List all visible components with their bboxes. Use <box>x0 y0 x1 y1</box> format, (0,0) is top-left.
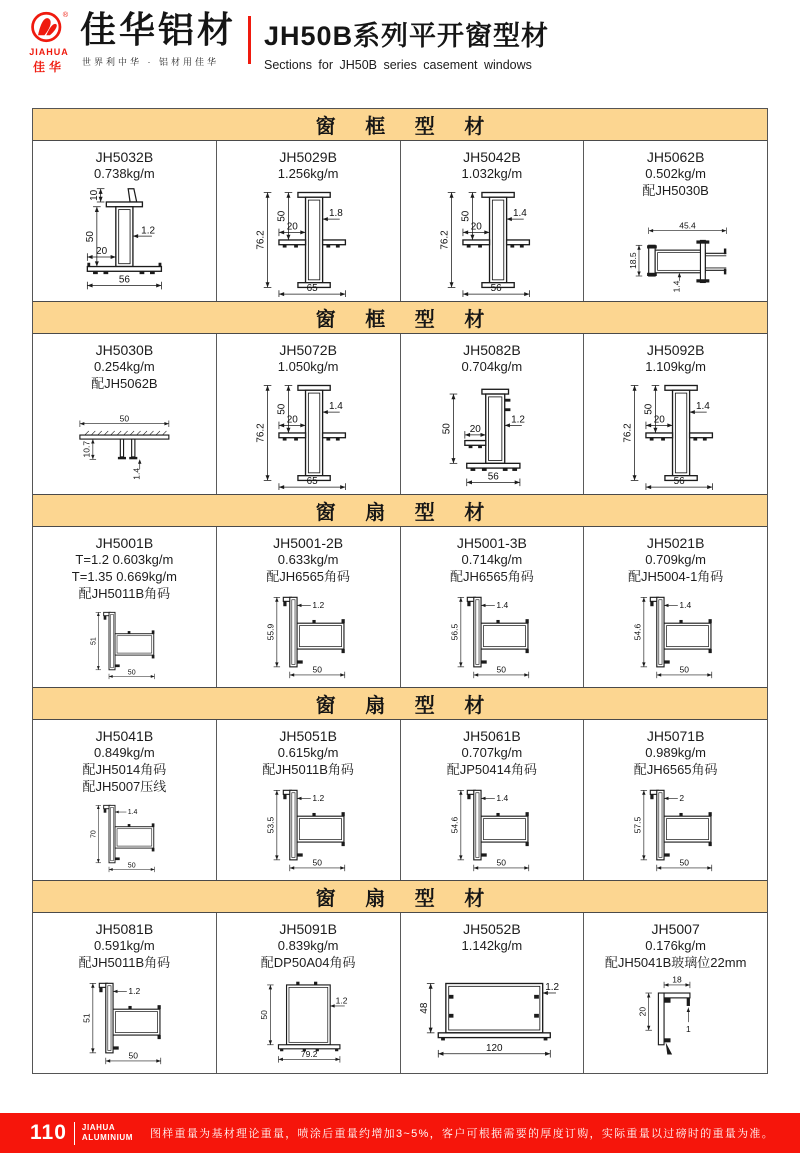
profile-spec: 0.849kg/m <box>94 745 155 761</box>
svg-text:120: 120 <box>485 1042 503 1054</box>
page-footer <box>0 1113 800 1153</box>
svg-text:50: 50 <box>276 403 288 415</box>
logo-brand-en: JIAHUA <box>29 47 69 57</box>
page-header <box>24 8 549 75</box>
profile-spec: 0.714kg/m <box>461 552 523 568</box>
svg-text:56.5: 56.5 <box>449 623 460 641</box>
svg-text:10.7: 10.7 <box>81 440 92 458</box>
svg-text:54.6: 54.6 <box>449 816 460 834</box>
section-row <box>33 141 767 301</box>
profile-spec: 配JH6565角码 <box>449 569 534 585</box>
svg-text:1.2: 1.2 <box>141 225 156 237</box>
section-title: 窗 扇 型 材 <box>33 494 767 527</box>
section-row <box>33 913 767 1073</box>
profile-spec: 1.050kg/m <box>277 359 339 375</box>
profile-code: JH5081B <box>95 921 154 937</box>
profile-cell <box>584 913 767 1073</box>
section-title: 窗 扇 型 材 <box>33 880 767 913</box>
svg-text:50: 50 <box>312 664 322 675</box>
profile-cell <box>401 141 585 301</box>
svg-text:1.4: 1.4 <box>512 208 527 220</box>
section-row <box>33 334 767 494</box>
svg-text:20: 20 <box>286 221 298 233</box>
profile-code: JH5062B <box>646 149 705 165</box>
profile-code: JH5082B <box>463 342 521 358</box>
profile-code: JH5041B <box>95 728 154 744</box>
profile-spec: 配JH5041B玻璃位22mm <box>604 955 747 971</box>
profile-cell <box>33 720 217 880</box>
profile-cell <box>401 527 585 687</box>
profile-spec: 配JH5062B <box>91 376 158 392</box>
section-row <box>33 527 767 687</box>
profile-drawing <box>220 972 397 1069</box>
page-title: JH50B系列平开窗型材 <box>264 21 550 51</box>
profile-code: JH5021B <box>646 535 705 551</box>
svg-text:76.2: 76.2 <box>623 423 635 443</box>
svg-text:50: 50 <box>496 857 506 868</box>
svg-text:18: 18 <box>672 974 682 985</box>
profile-code: JH5051B <box>279 728 337 744</box>
profile-spec: 配JH6565角码 <box>633 762 718 778</box>
profile-drawing <box>220 183 397 297</box>
brand-block <box>80 8 236 68</box>
svg-text:65: 65 <box>306 283 318 295</box>
profile-code: JH5029B <box>279 149 337 165</box>
svg-text:50: 50 <box>679 857 690 868</box>
svg-text:20: 20 <box>469 424 481 436</box>
profile-drawing <box>220 779 397 876</box>
profile-spec: 1.109kg/m <box>645 359 706 375</box>
svg-text:51: 51 <box>81 1013 92 1023</box>
profile-cell <box>217 913 401 1073</box>
profile-drawing <box>36 796 213 876</box>
svg-text:50: 50 <box>276 210 288 222</box>
svg-text:50: 50 <box>643 403 655 415</box>
svg-text:79.2: 79.2 <box>300 1048 318 1059</box>
svg-text:54.6: 54.6 <box>632 623 643 641</box>
section-title: 窗 扇 型 材 <box>33 687 767 720</box>
svg-text:50: 50 <box>441 423 453 435</box>
profile-cell <box>33 913 217 1073</box>
svg-text:1: 1 <box>686 1023 691 1034</box>
svg-text:56: 56 <box>490 283 502 295</box>
profile-drawing <box>587 586 764 683</box>
svg-text:20: 20 <box>470 221 482 233</box>
profile-spec: 0.502kg/m <box>645 166 706 182</box>
brand-slogan: 世界利中华 · 铝材用佳华 <box>82 57 219 68</box>
logo-brand-cn: 佳华 <box>32 60 65 74</box>
brand-name: 佳华铝材 <box>80 9 237 50</box>
header-red-divider <box>248 16 251 64</box>
profile-cell <box>217 141 401 301</box>
profile-spec: 0.615kg/m <box>277 745 339 761</box>
profile-drawing <box>404 586 581 683</box>
profile-code: JH5001-2B <box>273 535 344 551</box>
profile-code: JH5091B <box>279 921 337 937</box>
profile-spec: 0.176kg/m <box>645 938 706 954</box>
profile-spec: 0.633kg/m <box>277 552 339 568</box>
profile-drawing <box>404 376 581 490</box>
svg-text:50: 50 <box>127 862 136 870</box>
svg-text:18.5: 18.5 <box>628 252 639 269</box>
profile-table <box>32 108 768 1074</box>
footer-note: 图样重量为基材理论重量，喷涂后重量约增加3~5%，客户可根据需要的厚度订购，实际重量以过磅时的重量为准。 <box>149 1128 774 1140</box>
profile-cell <box>401 720 585 880</box>
svg-text:56: 56 <box>118 274 130 286</box>
profile-code: JH5030B <box>95 342 154 358</box>
svg-text:1.4: 1.4 <box>328 401 343 413</box>
svg-text:50: 50 <box>312 857 322 868</box>
profile-spec: 0.989kg/m <box>645 745 706 761</box>
svg-text:57.5: 57.5 <box>632 816 643 834</box>
profile-code: JH5032B <box>95 149 154 165</box>
profile-spec: 配JH5011B角码 <box>262 762 354 778</box>
profile-spec: 1.256kg/m <box>277 166 339 182</box>
svg-text:1.4: 1.4 <box>131 467 142 480</box>
page-subtitle: Sections for JH50B series casement windows <box>264 58 532 72</box>
profile-drawing <box>404 183 581 297</box>
profile-cell <box>584 334 767 494</box>
profile-cell <box>584 527 767 687</box>
profile-cell <box>217 720 401 880</box>
profile-spec: 配JP50414角码 <box>446 762 538 778</box>
profile-spec: 0.254kg/m <box>94 359 155 375</box>
svg-text:50: 50 <box>128 1050 138 1061</box>
profile-spec: 0.707kg/m <box>461 745 523 761</box>
svg-text:50: 50 <box>119 413 130 424</box>
svg-text:1.2: 1.2 <box>312 599 324 610</box>
svg-text:20: 20 <box>653 414 666 426</box>
profile-code: JH5001-3B <box>456 535 527 551</box>
profile-spec: 0.591kg/m <box>94 938 155 954</box>
svg-text:53.5: 53.5 <box>265 816 276 834</box>
svg-text:®: ® <box>62 9 69 19</box>
svg-text:1.2: 1.2 <box>510 414 525 426</box>
profile-code: JH5001B <box>95 535 154 551</box>
svg-text:55.9: 55.9 <box>265 623 276 641</box>
svg-text:50: 50 <box>258 1010 269 1020</box>
svg-text:1.4: 1.4 <box>696 401 711 413</box>
profile-spec: 配JH5011B角码 <box>78 585 171 601</box>
svg-text:76.2: 76.2 <box>255 423 267 443</box>
jiahua-logo-icon <box>28 8 70 46</box>
profile-drawing <box>404 779 581 876</box>
svg-text:20: 20 <box>286 414 298 426</box>
svg-text:56: 56 <box>487 471 499 483</box>
section-row <box>33 720 767 880</box>
svg-text:1.4: 1.4 <box>671 280 682 293</box>
page-number: 110 <box>30 1121 67 1144</box>
profile-drawing <box>36 183 213 297</box>
svg-text:56: 56 <box>673 476 685 488</box>
profile-spec: 配DP50A04角码 <box>260 955 356 971</box>
profile-spec: 1.032kg/m <box>461 166 523 182</box>
profile-spec: 配JH5004-1角码 <box>627 569 724 585</box>
profile-spec: 配JH5014角码 <box>82 762 167 778</box>
svg-text:20: 20 <box>637 1006 648 1017</box>
svg-text:2: 2 <box>679 792 685 803</box>
profile-cell <box>217 527 401 687</box>
profile-drawing <box>587 200 764 297</box>
svg-text:51: 51 <box>90 637 98 645</box>
svg-text:70: 70 <box>90 830 98 838</box>
svg-text:48: 48 <box>418 1002 430 1014</box>
profile-cell <box>584 720 767 880</box>
footer-divider <box>74 1122 75 1145</box>
profile-cell <box>401 913 585 1073</box>
footer-brand-bottom: ALUMINIUM <box>81 1133 134 1142</box>
footer-brand-top: JIAHUA <box>81 1123 116 1132</box>
svg-text:1.4: 1.4 <box>495 599 508 610</box>
profile-drawing <box>587 779 764 876</box>
svg-text:50: 50 <box>679 664 690 675</box>
profile-cell <box>33 334 217 494</box>
svg-text:50: 50 <box>460 210 472 222</box>
svg-text:50: 50 <box>85 231 97 243</box>
profile-drawing <box>587 972 764 1069</box>
profile-code: JH5052B <box>463 921 521 937</box>
profile-code: JH5061B <box>463 728 521 744</box>
svg-text:45.4: 45.4 <box>679 220 697 231</box>
profile-code: JH5072B <box>279 342 337 358</box>
svg-text:50: 50 <box>127 669 136 677</box>
svg-text:1.2: 1.2 <box>544 982 559 994</box>
svg-text:1.8: 1.8 <box>328 208 343 220</box>
profile-spec: 配JH5030B <box>642 183 709 199</box>
section-title: 窗 框 型 材 <box>33 109 767 141</box>
section-title: 窗 框 型 材 <box>33 301 767 334</box>
profile-spec: T=1.35 0.669kg/m <box>71 569 177 585</box>
svg-text:20: 20 <box>96 246 108 258</box>
profile-spec: 配JH5007压线 <box>82 778 167 794</box>
profile-drawing <box>404 955 581 1069</box>
profile-spec: 配JH5011B角码 <box>78 955 171 971</box>
svg-text:1.4: 1.4 <box>679 599 692 610</box>
profile-spec: 0.704kg/m <box>461 359 523 375</box>
svg-text:1.4: 1.4 <box>495 792 508 803</box>
profile-code: JH5007 <box>651 921 700 937</box>
profile-drawing <box>587 376 764 490</box>
svg-text:1.2: 1.2 <box>128 985 141 996</box>
profile-drawing <box>36 393 213 490</box>
profile-drawing <box>220 376 397 490</box>
title-block <box>264 8 549 72</box>
svg-text:10: 10 <box>88 189 100 201</box>
profile-spec: 0.839kg/m <box>277 938 339 954</box>
svg-text:76.2: 76.2 <box>255 230 267 250</box>
profile-cell <box>584 141 767 301</box>
profile-spec: T=1.2 0.603kg/m <box>75 552 174 568</box>
svg-text:1.4: 1.4 <box>127 808 138 816</box>
profile-spec: 0.738kg/m <box>94 166 155 182</box>
profile-cell <box>401 334 585 494</box>
svg-text:76.2: 76.2 <box>439 230 451 250</box>
svg-text:65: 65 <box>306 476 318 488</box>
profile-code: JH5042B <box>463 149 521 165</box>
profile-code: JH5071B <box>646 728 705 744</box>
profile-drawing <box>220 586 397 683</box>
svg-text:1.2: 1.2 <box>312 792 324 803</box>
svg-text:1.2: 1.2 <box>335 995 348 1006</box>
profile-cell <box>33 141 217 301</box>
profile-spec: 配JH6565角码 <box>266 569 351 585</box>
jiahua-logo <box>24 8 74 75</box>
profile-drawing <box>36 603 213 683</box>
profile-code: JH5092B <box>646 342 705 358</box>
profile-cell <box>33 527 217 687</box>
profile-spec: 0.709kg/m <box>645 552 706 568</box>
profile-cell <box>217 334 401 494</box>
profile-drawing <box>36 972 213 1069</box>
footer-brand <box>82 1123 133 1143</box>
profile-spec: 1.142kg/m <box>461 938 523 954</box>
svg-text:50: 50 <box>496 664 506 675</box>
